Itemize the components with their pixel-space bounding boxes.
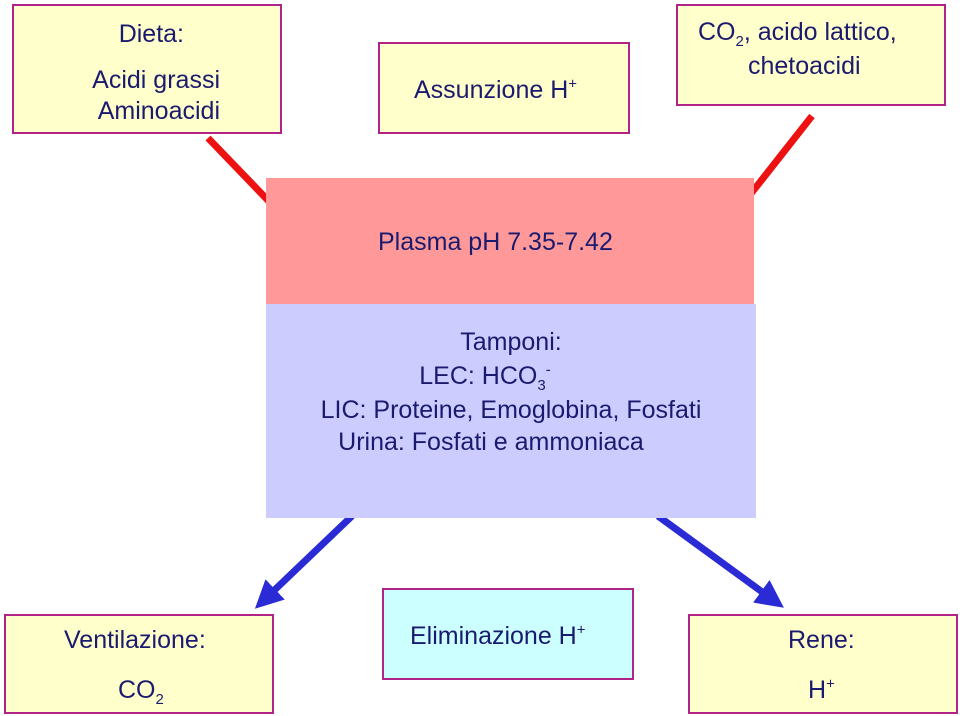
buffers-lic: LIC: Proteine, Emoglobina, Fosfati	[320, 396, 702, 424]
intake-label: Assunzione H+	[414, 75, 578, 104]
buffers-title: Tamponi:	[460, 328, 562, 356]
ventilation-value: $CO_2$	[118, 676, 164, 708]
intake-box	[378, 42, 630, 134]
buffers-box	[266, 304, 756, 518]
arrow-buffer-to-kidney	[658, 516, 776, 602]
plasma-ph-label: Plasma pH 7.35-7.42	[378, 228, 613, 256]
ventilation-title: Ventilazione:	[64, 626, 206, 654]
plasma-ph-box	[266, 178, 754, 304]
kidney-title: Rene:	[788, 626, 855, 654]
elimination-box	[382, 588, 634, 680]
metabolic-acids-box	[676, 4, 946, 106]
metabolic-acids-line2: chetoacidi	[748, 52, 861, 80]
arrow-buffer-to-ventilation	[262, 516, 352, 602]
diet-title: Dieta:	[118, 20, 184, 48]
kidney-box	[688, 614, 958, 714]
kidney-value: H+	[808, 675, 835, 704]
diet-box	[12, 4, 282, 134]
diet-item-amino-acids: Aminoacidi	[97, 97, 220, 125]
elimination-label: Eliminazione H+	[410, 621, 586, 650]
ventilation-box	[4, 614, 274, 714]
buffers-lec: LEC: $HCO_3^-$	[419, 361, 551, 394]
buffers-urine: Urina: Fosfati e ammoniaca	[338, 428, 644, 456]
metabolic-acids-line1: $CO_2$, acido lattico,	[698, 18, 897, 50]
diet-item-fatty-acids: Acidi grassi	[92, 66, 220, 94]
